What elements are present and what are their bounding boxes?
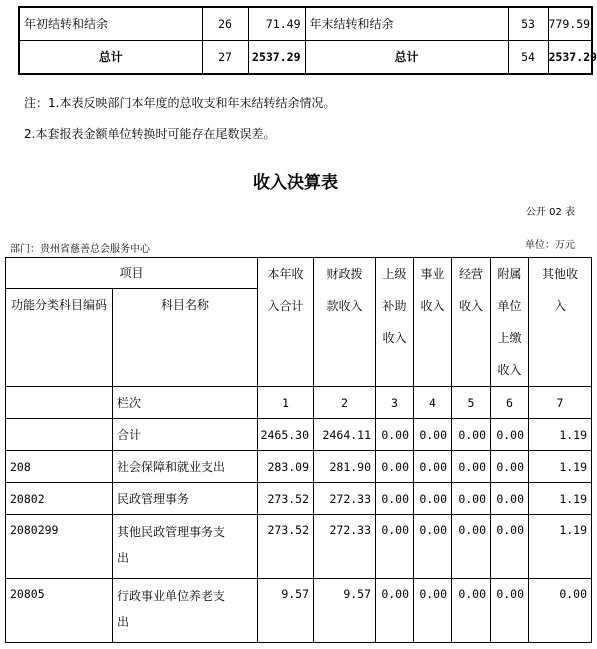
- row-name: 民政管理事务: [113, 483, 258, 515]
- note-1: 注：1.本表反映部门本年度的总收支和年末结转结余情况。: [24, 96, 336, 110]
- table-row: 20805 行政事业单位养老支 出 9.57 9.57 0.00 0.00 0.00 0.00 0.00: [6, 579, 592, 643]
- page-title: 收入决算表: [253, 173, 338, 193]
- summary-total-label: 总计: [305, 41, 508, 75]
- summary-left-val: 2537.29: [248, 41, 305, 75]
- row-name: 社会保障和就业支出: [113, 451, 258, 483]
- table-code: 公开 02 表: [525, 207, 575, 218]
- header-col5: 经营 收入: [452, 258, 491, 387]
- summary-total-label: 总计: [19, 41, 202, 75]
- header-col4: 事业 收入: [414, 258, 452, 387]
- row-name: 行政事业单位养老支 出: [113, 579, 258, 643]
- row-code: 20805: [6, 579, 113, 643]
- header-col3: 上级 补助 收入: [376, 258, 414, 387]
- total-row: 合计 2465.30 2464.11 0.00 0.00 0.00 0.00 1.19: [6, 419, 592, 451]
- header-col2: 财政拨 款收入: [314, 258, 376, 387]
- total-label: 合计: [113, 419, 258, 451]
- summary-left-num: 26: [202, 7, 248, 41]
- header-row: [6, 258, 592, 289]
- index-label: 栏次: [113, 387, 258, 419]
- table-row: [19, 41, 592, 75]
- row-code: 208: [6, 451, 113, 483]
- summary-right-num: 54: [508, 41, 548, 75]
- summary-right-num: 53: [508, 7, 548, 41]
- summary-right-val: 2537.29: [548, 41, 592, 75]
- table-row: 20802 民政管理事务 273.52 272.33 0.00 0.00 0.00 0.00 1.19: [6, 483, 592, 515]
- header-subject-name: 科目名称: [113, 289, 258, 387]
- row-code: 20802: [6, 483, 113, 515]
- income-table: [5, 257, 592, 643]
- table-row: 2080299 其他民政管理事务支 出 273.52 272.33 0.00 0.00 0.00 0.00 1.19: [6, 515, 592, 579]
- summary-left-num: 27: [202, 41, 248, 75]
- header-col1: 本年收 入合计: [258, 258, 314, 387]
- summary-left-val: 71.49: [248, 7, 305, 41]
- row-name: 其他民政管理事务支 出: [113, 515, 258, 579]
- summary-table: [18, 6, 597, 75]
- index-row: 栏次 1 2 3 4 5 6 7: [6, 387, 592, 419]
- summary-right-val: 779.59: [548, 7, 592, 41]
- header-func-code: 功能分类科目编码: [6, 289, 113, 387]
- summary-left-label: 年初结转和结余: [19, 7, 202, 41]
- note-2: 2.本套报表金额单位转换时可能存在尾数误差。: [24, 127, 276, 141]
- header-project: 项目: [6, 258, 258, 289]
- table-row: 208 社会保障和就业支出 283.09 281.90 0.00 0.00 0.00 0.00 1.19: [6, 451, 592, 483]
- unit-label: 单位：万元: [525, 240, 575, 251]
- summary-right-label: 年末结转和结余: [305, 7, 508, 41]
- table-row: [19, 7, 592, 41]
- header-col7: 其他收 入: [529, 258, 592, 387]
- header-col6: 附属 单位 上缴 收入: [491, 258, 529, 387]
- department-label: 部门：贵州省慈善总会服务中心: [10, 244, 150, 255]
- row-code: 2080299: [6, 515, 113, 579]
